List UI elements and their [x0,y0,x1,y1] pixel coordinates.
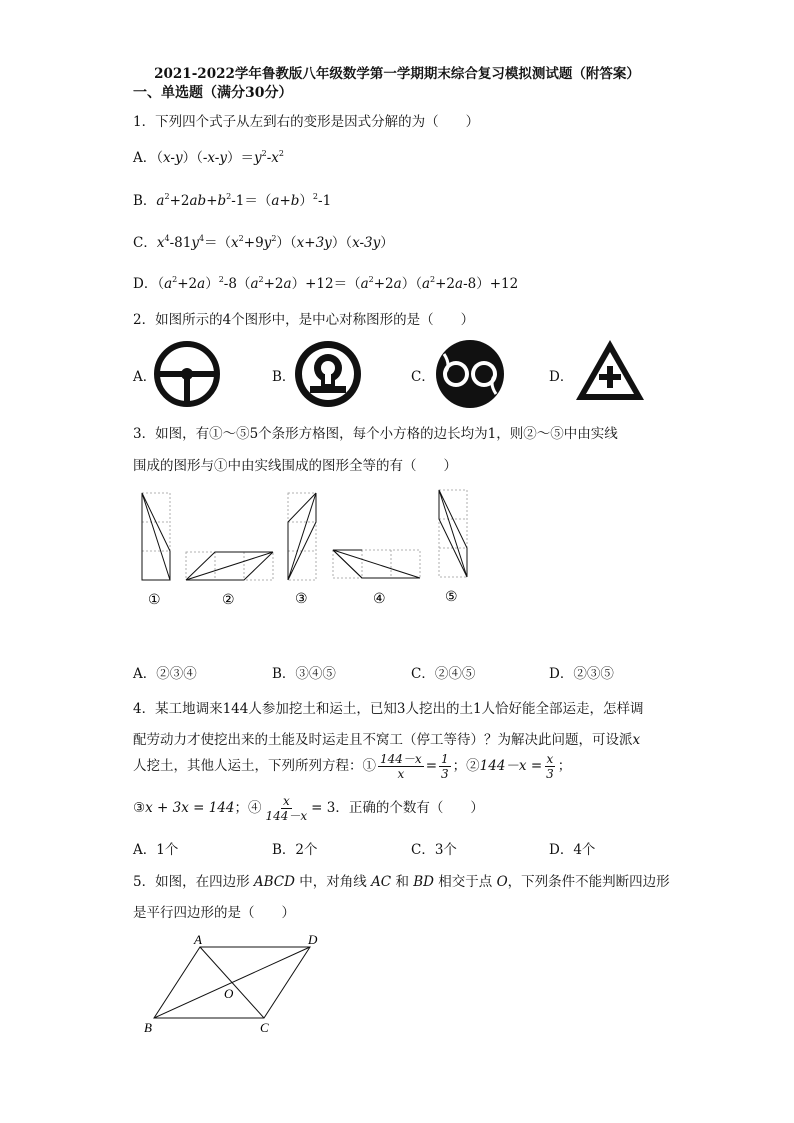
q1-option-d: D．$(a^2+2a)^2-8(a^2+2a)+12=(a^2+2a)(a^2+2a-8)+12$ [133,275,519,292]
figure-label-3: ③ [295,592,308,607]
q5-stem-line2: 是平行四边形的是（ ） [133,905,295,921]
vertex-label-o: O [224,986,234,1001]
q4-option-c: C．3个 [411,842,457,858]
q3-stem-line2: 围成的图形与①中由实线围成的图形全等的有（ ） [133,458,457,474]
q3-option-a: A．②③④ [133,666,197,682]
q3-option-c: C．②④⑤ [411,666,476,682]
q2-option-c-label: C． [411,369,435,385]
double-swirl-icon [430,336,510,412]
q2-option-d-label: D． [549,369,574,385]
steering-wheel-icon [150,338,226,410]
document-title: 2021-2022学年鲁教版八年级数学第一学期期末综合复习模拟测试题（附答案） [154,66,640,82]
q5-stem-line1: 5．如图，在四边形 ABCD 中，对角线 AC 和 BD 相交于点 O，下列条件不能判断四边形 [133,874,670,890]
q1-option-b: B．$a^2+2ab+b^2-1=(a+b)^2-1$ [133,192,332,209]
figure-label-2: ② [222,593,235,608]
q1-option-c: C．$x^4-81y^4=(x^2+9y^2)(x+3y)(x-3y)$ [133,234,394,251]
warning-triangle-plus-icon [572,336,648,406]
q2-option-b-label: B． [272,369,296,385]
figure-label-5: ⑤ [445,590,458,605]
q4-option-a: A．1个 [133,842,179,858]
strip-grid-figures [128,486,488,614]
q1-stem: 1．下列四个式子从左到右的变形是因式分解的为（ ） [133,114,480,130]
vertex-label-d: D [308,932,318,947]
eq1-right-fraction: $\frac{1}{3}$ [441,752,449,781]
vertex-label-b: B [144,1020,152,1035]
q3-stem-line1: 3．如图，有①～⑤5个条形方格图，每个小方格的边长均为1，则②～⑤中由实线 [133,426,618,442]
eq4-fraction: $\frac{x}{144-x}$ [265,794,308,823]
q4-option-d: D．4个 [549,842,596,858]
q2-option-a-label: A． [133,369,157,385]
q3-option-d: D．②③⑤ [549,666,614,682]
eq2-fraction: $\frac{x}{3}$ [546,752,554,781]
q4-stem-line2: 配劳动力才使挖出来的土能及时运走且不窝工（停工等待）？为解决此问题，可设派x [133,732,641,748]
q4-equations-line2: ③x + 3x = 144；④ $\frac{x}{144-x}$ = 3．正确的个数有（ ） [133,794,484,823]
section-heading: 一、单选题（满分30分） [133,85,293,101]
q4-equations-line: 人挖土，其他人运土，下列所列方程：① $\frac{144-x}{x}$ = $\frac{1}{3}$ ；②144－x = $\frac{x}{3}$ ； [133,752,572,781]
vertex-label-a: A [194,932,202,947]
figure-label-1: ① [148,593,161,608]
eq1-left-fraction: $\frac{144-x}{x}$ [380,752,422,781]
q2-stem: 2．如图所示的4个图形中，是中心对称图形的是（ ） [133,312,475,328]
parallelogram-figure [138,932,328,1040]
q3-option-b: B．③④⑤ [272,666,336,682]
vertex-label-c: C [260,1020,269,1035]
figure-label-4: ④ [373,592,386,607]
q1-option-a: A．$(x-y)(-x-y)=y^2-x^2$ [133,149,284,166]
q4-option-b: B．2个 [272,842,318,858]
q4-stem-line1: 4．某工地调来144人参加挖土和运土，已知3人挖出的土1人恰好能全部运走，怎样调 [133,701,644,717]
railway-logo-icon [290,338,366,410]
